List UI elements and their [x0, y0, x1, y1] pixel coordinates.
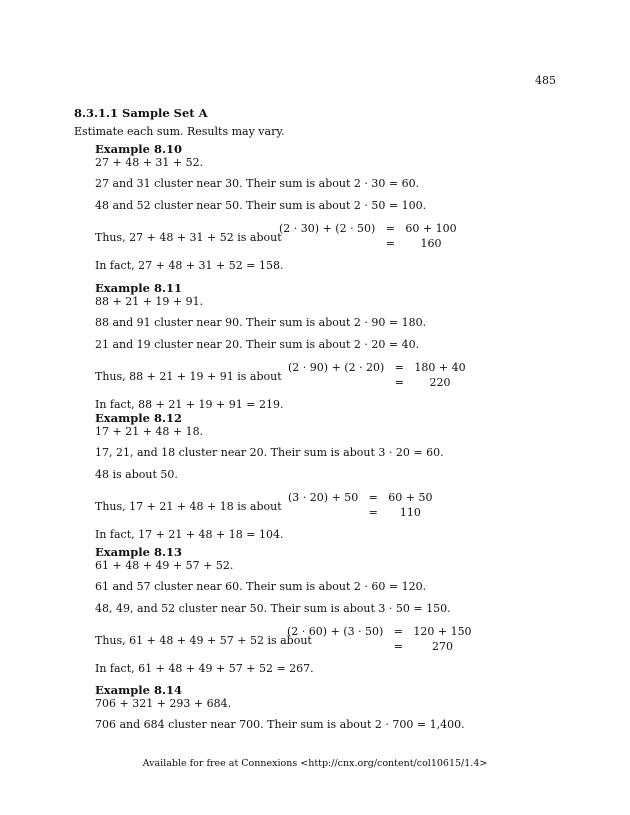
equation-array: [288, 361, 466, 389]
cluster-line: 61 and 57 cluster near 60. Their sum is about 2 · 60 = 120.: [95, 580, 427, 593]
cluster-line: 48, 49, and 52 cluster near 50. Their sum is about 3 · 50 = 150.: [95, 602, 451, 615]
equals-sign: =: [393, 640, 403, 653]
page-number: 485: [535, 74, 556, 87]
equals-sign: =: [394, 361, 404, 374]
example-8-14: [95, 683, 555, 731]
example-title: Example 8.14: [95, 683, 182, 697]
fact-line: In fact, 27 + 48 + 31 + 52 = 158.: [95, 259, 284, 272]
equation-right: 120 + 150: [413, 625, 472, 638]
example-title: Example 8.13: [95, 545, 182, 559]
example-title: Example 8.11: [95, 281, 182, 295]
cluster-line: 88 and 91 cluster near 90. Their sum is about 2 · 90 = 180.: [95, 316, 427, 329]
intro-text: Estimate each sum. Results may vary.: [74, 125, 285, 138]
example-problem: 17 + 21 + 48 + 18.: [95, 425, 204, 438]
estimate-equation: [95, 625, 555, 662]
cluster-line: 27 and 31 cluster near 30. Their sum is about 2 · 30 = 60.: [95, 177, 420, 190]
estimate-lead: Thus, 27 + 48 + 31 + 52 is about: [95, 231, 282, 244]
example-8-13: [95, 545, 555, 675]
cluster-line: 17, 21, and 18 cluster near 20. Their sum is about 3 · 20 = 60.: [95, 446, 444, 459]
estimate-equation: [95, 222, 555, 259]
cluster-line: 21 and 19 cluster near 20. Their sum is about 2 · 20 = 40.: [95, 338, 420, 351]
example-title: Example 8.10: [95, 142, 182, 156]
example-problem: 61 + 48 + 49 + 57 + 52.: [95, 559, 234, 572]
equals-sign: =: [368, 491, 378, 504]
equation-right: 180 + 40: [414, 361, 466, 374]
fact-line: In fact, 61 + 48 + 49 + 57 + 52 = 267.: [95, 662, 314, 675]
equation-result: 270: [431, 640, 453, 653]
example-title: Example 8.12: [95, 411, 182, 425]
equals-sign: =: [385, 237, 395, 250]
example-8-10: [95, 142, 555, 272]
equation-left: (3 · 20) + 50: [288, 491, 359, 504]
equation-right: 60 + 50: [388, 491, 433, 504]
cluster-line: 706 and 684 cluster near 700. Their sum is about 2 · 700 = 1,400.: [95, 718, 465, 731]
equation-right: 60 + 100: [405, 222, 457, 235]
equation-left: (2 · 90) + (2 · 20): [288, 361, 385, 374]
equals-sign: =: [385, 222, 395, 235]
page-footer: Available for free at Connexions <http://cnx.org/content/col10615/1.4>: [142, 758, 488, 769]
estimate-equation: [95, 491, 555, 528]
equation-result: 110: [399, 506, 421, 519]
example-problem: 88 + 21 + 19 + 91.: [95, 295, 204, 308]
cluster-line: 48 is about 50.: [95, 468, 178, 481]
section-title: 8.3.1.1 Sample Set A: [74, 106, 208, 120]
example-8-11: [95, 281, 555, 411]
estimate-lead: Thus, 88 + 21 + 19 + 91 is about: [95, 370, 282, 383]
fact-line: In fact, 88 + 21 + 19 + 91 = 219.: [95, 398, 284, 411]
equation-left: (2 · 30) + (2 · 50): [279, 222, 376, 235]
example-8-12: [95, 411, 555, 541]
example-problem: 706 + 321 + 293 + 684.: [95, 697, 232, 710]
equals-sign: =: [394, 376, 404, 389]
cluster-line: 48 and 52 cluster near 50. Their sum is about 2 · 50 = 100.: [95, 199, 427, 212]
equals-sign: =: [393, 625, 403, 638]
equation-array: [288, 491, 433, 519]
example-problem: 27 + 48 + 31 + 52.: [95, 156, 204, 169]
estimate-lead: Thus, 17 + 21 + 48 + 18 is about: [95, 500, 282, 513]
equation-array: [279, 222, 457, 250]
estimate-lead: Thus, 61 + 48 + 49 + 57 + 52 is about: [95, 634, 312, 647]
equation-result: 160: [420, 237, 442, 250]
equation-array: [287, 625, 472, 653]
equation-left: (2 · 60) + (3 · 50): [287, 625, 384, 638]
fact-line: In fact, 17 + 21 + 48 + 18 = 104.: [95, 528, 284, 541]
estimate-equation: [95, 361, 555, 398]
equation-result: 220: [429, 376, 451, 389]
equals-sign: =: [368, 506, 378, 519]
